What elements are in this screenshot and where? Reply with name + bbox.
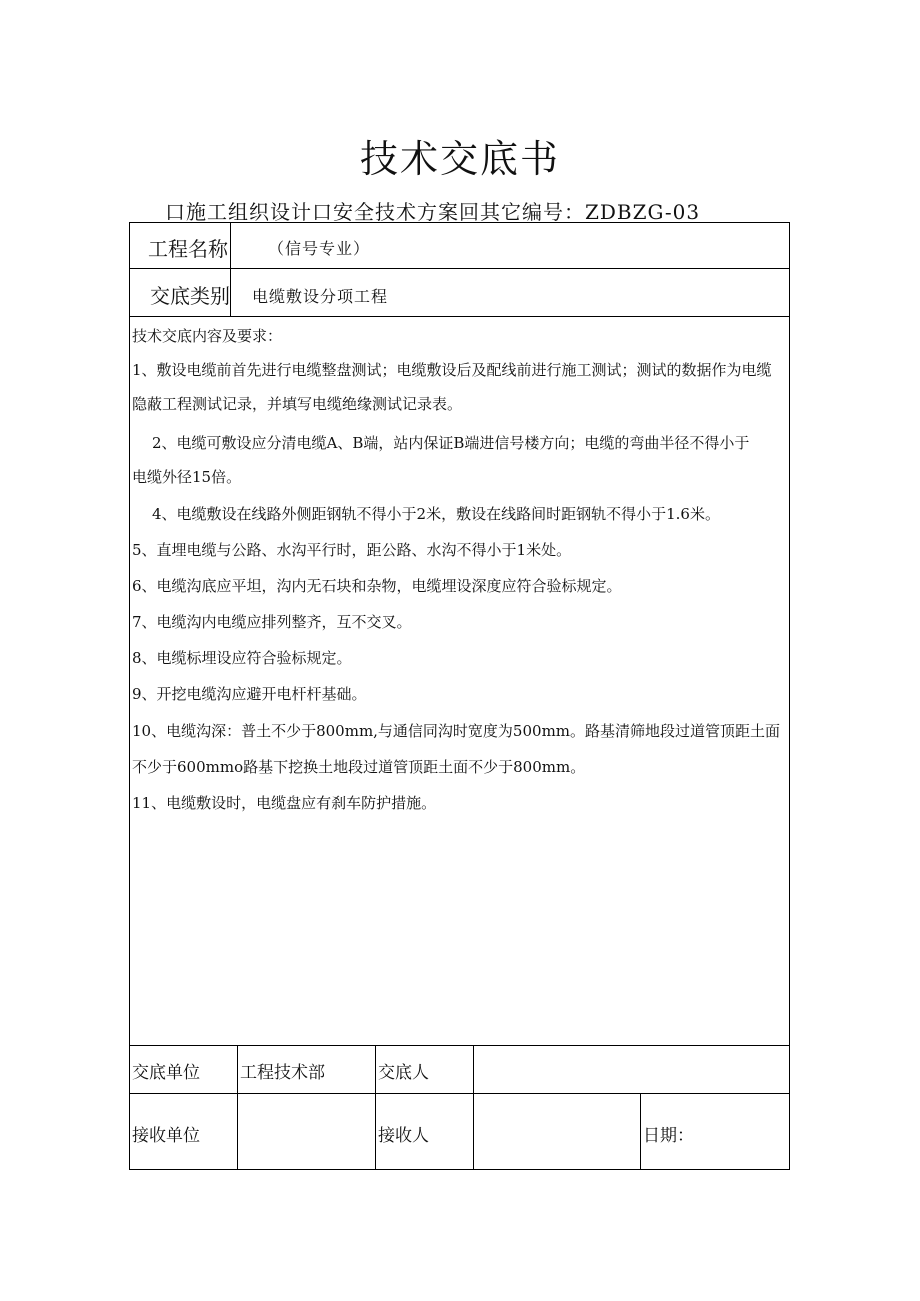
handover-unit-value: 工程技术部 — [240, 1063, 325, 1083]
document-title: 技术交底书 — [359, 137, 560, 181]
content-line: 10、电缆沟深：普土不少于800mm,与通信同沟时宽度为500mm。路基清筛地段过道管顶距土面 — [132, 722, 781, 740]
row-divider — [130, 1045, 789, 1046]
receiver-person-label: 接收人 — [378, 1126, 429, 1146]
handover-type-value: 电缆敷设分项工程 — [252, 287, 389, 306]
content-line: 7、电缆沟内电缆应排列整齐，互不交叉。 — [132, 613, 412, 631]
content-line: 不少于600mmo路基下挖换土地段过道管顶距土面不少于800mm。 — [132, 758, 586, 776]
column-divider — [640, 1093, 641, 1170]
project-name-label: 工程名称 — [148, 237, 228, 261]
receiver-unit-field[interactable] — [239, 1095, 373, 1168]
content-line: 4、电缆敷设在线路外侧距钢轨不得小于2米，敷设在线路间时距钢轨不得小于1.6米。 — [152, 505, 720, 523]
column-divider — [237, 1045, 238, 1170]
column-divider — [230, 223, 231, 316]
content-intro: 技术交底内容及要求： — [132, 327, 283, 345]
column-divider — [375, 1045, 376, 1170]
receiver-person-field[interactable] — [475, 1095, 638, 1168]
date-label: 日期： — [643, 1126, 694, 1146]
content-line: 电缆外径15倍。 — [132, 468, 242, 486]
handover-unit-label: 交底单位 — [132, 1063, 200, 1083]
handover-person-field[interactable] — [475, 1047, 787, 1091]
content-line: 2、电缆可敷设应分清电缆A、B端，站内保证B端进信号楼方向；电缆的弯曲半径不得小于 — [152, 434, 750, 452]
document-category-line: 口施工组织设计口安全技术方案回其它编号：ZDBZG-03 — [165, 200, 701, 224]
content-line: 11、电缆敷设时，电缆盘应有刹车防护措施。 — [132, 794, 437, 812]
content-line: 6、电缆沟底应平坦，沟内无石块和杂物，电缆埋设深度应符合验标规定。 — [132, 577, 622, 595]
row-divider — [130, 1093, 789, 1094]
content-line: 5、直埋电缆与公路、水沟平行时，距公路、水沟不得小于1米处。 — [132, 541, 572, 559]
handover-type-label: 交底类别 — [150, 284, 230, 308]
content-line: 1、敷设电缆前首先进行电缆整盘测试；电缆敷设后及配线前进行施工测试；测试的数据作为电缆 — [132, 361, 772, 379]
project-name-value: （信号专业） — [268, 239, 371, 258]
content-line: 8、电缆标埋设应符合验标规定。 — [132, 649, 352, 667]
row-divider — [130, 316, 789, 317]
handover-form-table — [129, 222, 790, 1170]
row-divider — [130, 268, 789, 269]
content-line: 9、开挖电缆沟应避开电杆杆基础。 — [132, 685, 367, 703]
content-line: 隐蔽工程测试记录，并填写电缆绝缘测试记录表。 — [132, 395, 463, 413]
handover-person-label: 交底人 — [378, 1063, 429, 1083]
receiver-unit-label: 接收单位 — [132, 1126, 200, 1146]
column-divider — [473, 1045, 474, 1170]
